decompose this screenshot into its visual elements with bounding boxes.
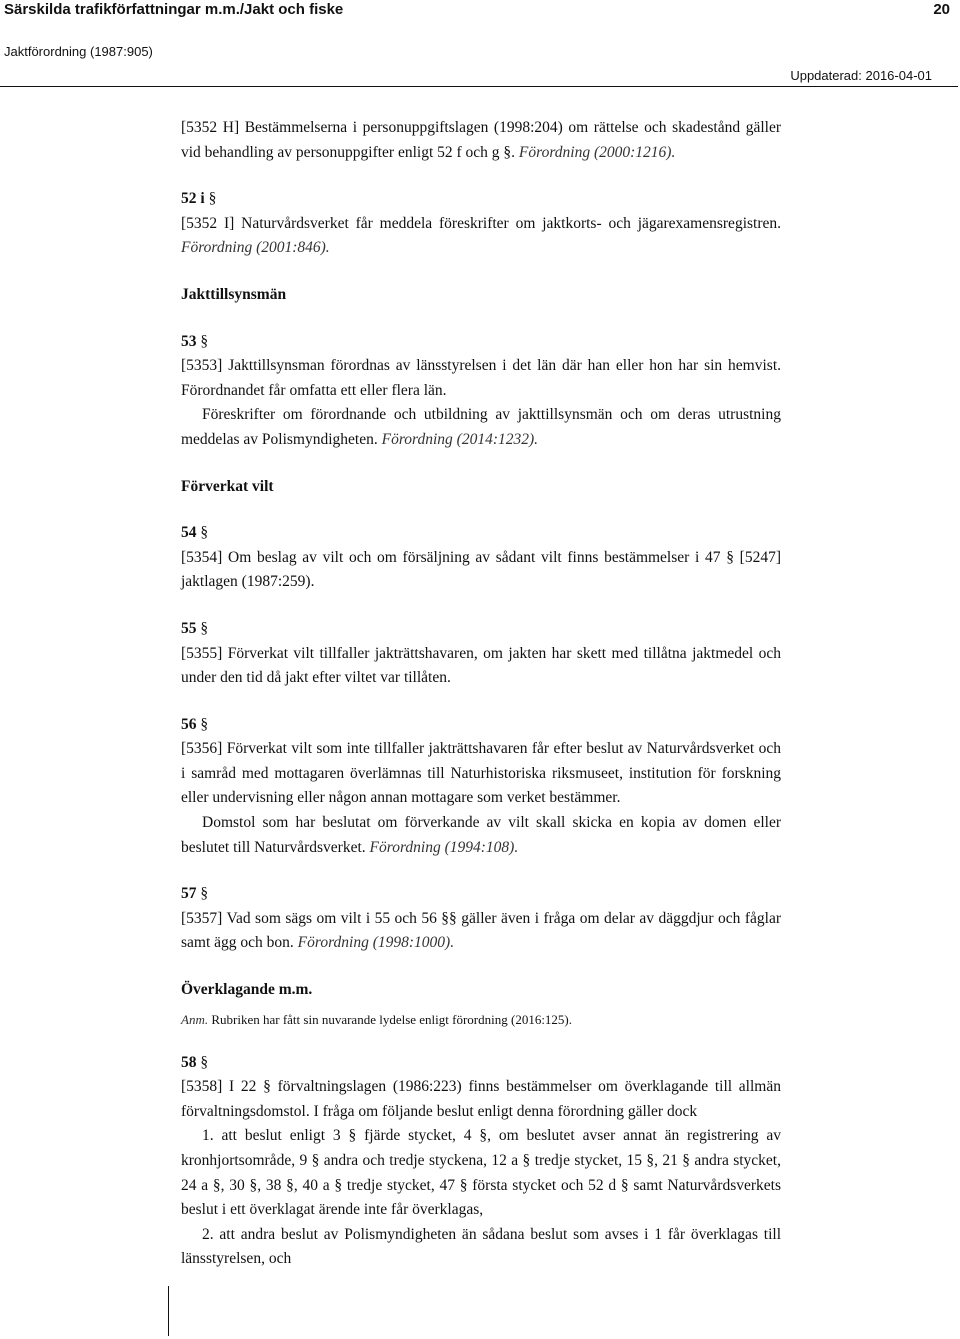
section-number: 54	[181, 524, 197, 542]
paragraph-5353: [5353] Jakttillsynsman förordnas av länsstyrelsen i det län där han eller hon har sin hemvist. Förordnandet får omfatta ett eller flera län.	[181, 357, 781, 399]
paragraph-5356-second	[181, 811, 781, 860]
section-number: 52 i	[181, 190, 205, 208]
paragraph-5355: [5355] Förverkat vilt tillfaller jakträttshavaren, om jakten har skett med tillåtna jaktmedel och under den tid då jakt efter viltet var tillåten.	[181, 644, 781, 687]
list-item-1: 1. att beslut enligt 3 § fjärde stycket, 4 §, om beslutet avser annat än registrering av kronhjortsområde, 9 § andra och tredje styckena, 12 a § tredje stycket, 15 §, 21 § andra stycket, 24 a §, 30 §, 38 §, 40 a § tredje stycket, 47 § första stycket och 52 d § samt Naturvårdsverkets beslut i ett överklagat ärende inte får överklagas,	[181, 1127, 781, 1219]
paragraph-text: [5352 H] Bestämmelserna i personuppgiftslagen (1998:204) om rättelse och skadestånd gäller vid behandling av personuppgifter enligt 52 f och g §.	[181, 119, 781, 161]
paragraph-5357	[181, 907, 781, 956]
heading-jakttillsynsman: Jakttillsynsmän	[181, 285, 287, 303]
header-divider	[0, 86, 958, 87]
note-label: Anm.	[181, 1011, 209, 1027]
amendment-reference: Förordning (1998:1000).	[297, 934, 455, 952]
section-number: 53	[181, 332, 197, 350]
section-number-52i	[181, 187, 781, 212]
section-number-56	[181, 713, 781, 738]
paragraph-5358: [5358] I 22 § förvaltningslagen (1986:223) finns bestämmelser om överklagande till allmän förvaltningsdomstol. I fråga om följande beslut enligt denna förordning gäller dock	[181, 1078, 781, 1120]
running-header-title: Särskilda trafikförfattningar m.m./Jakt och fiske	[4, 1, 344, 18]
change-bar	[168, 1286, 169, 1336]
section-number-53	[181, 330, 781, 355]
document-body	[181, 116, 781, 1272]
section-sign: §	[200, 332, 209, 350]
section-number: 58	[181, 1053, 197, 1071]
section-sign: §	[200, 1053, 209, 1071]
paragraph-text: Domstol som har beslutat om förverkande av vilt skall skicka en kopia av domen eller beslutet till Naturvårdsverket.	[181, 814, 781, 856]
paragraph-text: [5357] Vad som sägs om vilt i 55 och 56 §§ gäller även i fråga om delar av däggdjur och fåglar samt ägg och bon.	[181, 909, 781, 952]
section-number-54	[181, 521, 781, 546]
section-sign: §	[208, 190, 217, 208]
paragraph-5356: [5356] Förverkat vilt som inte tillfaller jakträttshavaren får efter beslut av Naturvårdsverket och i samråd med mottagaren överlämnas till Naturhistoriska riksmuseet, institution för forskning eller undervisning eller någon annan mottagare som verket bestämmer.	[181, 740, 781, 807]
paragraph-5354: [5354] Om beslag av vilt och om försäljning av sådant vilt finns bestämmelser i 47 § [5247] jaktlagen (1987:259).	[181, 548, 781, 591]
page-number: 20	[933, 1, 950, 18]
section-sign: §	[200, 524, 209, 542]
document-subtitle: Jaktförordning (1987:905)	[4, 44, 153, 59]
section-number: 55	[181, 619, 197, 637]
paragraph-5352h	[181, 116, 781, 165]
section-number-58	[181, 1051, 781, 1076]
amendment-reference: Förordning (2014:1232).	[381, 430, 539, 448]
section-number: 57	[181, 885, 197, 903]
section-sign: §	[200, 885, 209, 903]
section-sign: §	[200, 619, 209, 637]
list-item-2: 2. att andra beslut av Polismyndigheten än sådana beslut som avses i 1 får överklagas till länsstyrelsen, och	[181, 1225, 781, 1268]
heading-overklagande: Överklagande m.m.	[181, 981, 313, 999]
heading-forverkat-vilt: Förverkat vilt	[181, 477, 274, 495]
section-sign: §	[200, 715, 209, 733]
section-number: 56	[181, 715, 197, 733]
section-number-57	[181, 882, 781, 907]
note-text: Rubriken har fått sin nuvarande lydelse enligt förordning (2016:125).	[211, 1011, 573, 1027]
section-number-55	[181, 617, 781, 642]
paragraph-5352i	[181, 212, 781, 261]
paragraph-5353-second	[181, 403, 781, 452]
amendment-reference: Förordning (2000:1216).	[518, 143, 676, 161]
amendment-reference: Förordning (1994:108).	[369, 838, 519, 856]
paragraph-text: Föreskrifter om förordnande och utbildning av jakttillsynsmän och om deras utrustning meddelas av Polismyndigheten.	[181, 406, 781, 448]
editorial-note	[181, 1011, 781, 1029]
amendment-reference: Förordning (2001:846).	[181, 239, 330, 257]
paragraph-text: [5352 I] Naturvårdsverket får meddela föreskrifter om jaktkorts- och jägarexamensregistren.	[181, 214, 781, 232]
updated-date: Uppdaterad: 2016-04-01	[790, 68, 932, 83]
